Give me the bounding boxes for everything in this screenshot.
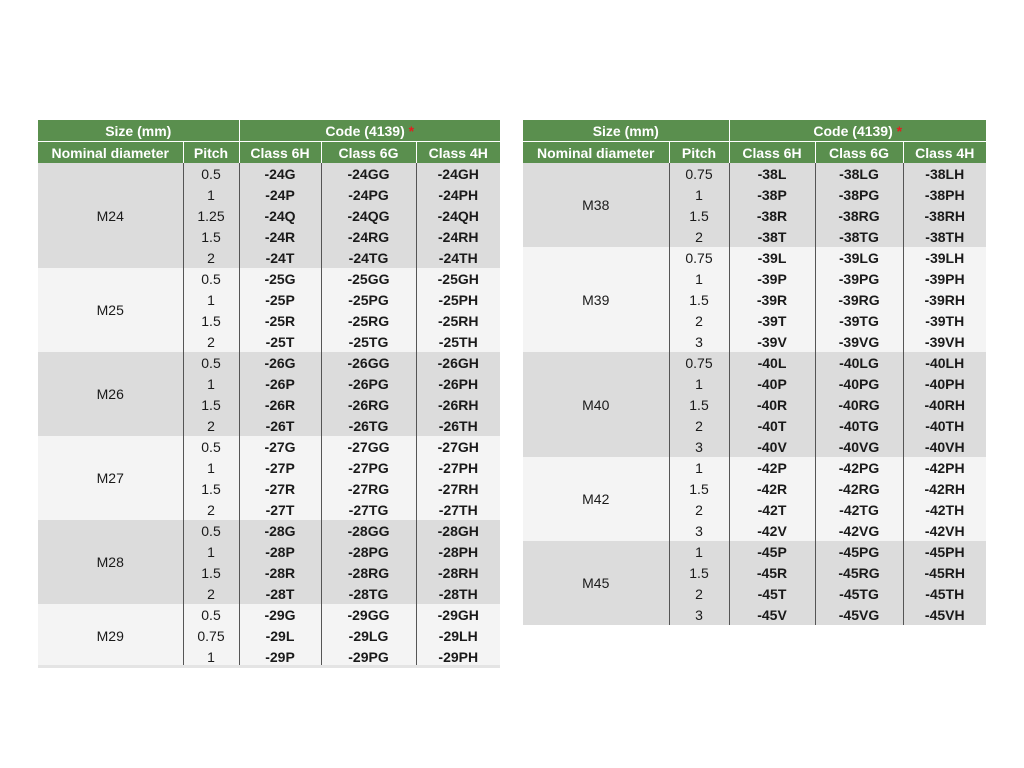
class-6g-code-cell: -24GG <box>321 163 416 184</box>
class-4h-code-cell: -26PH <box>416 373 500 394</box>
pitch-cell: 2 <box>183 247 239 268</box>
class-6h-header: Class 6H <box>239 142 321 164</box>
pitch-cell: 0.5 <box>183 268 239 289</box>
class-4h-code-cell: -38RH <box>903 205 986 226</box>
pitch-cell: 1.5 <box>183 226 239 247</box>
class-4h-code-cell: -24GH <box>416 163 500 184</box>
table-row <box>38 436 500 457</box>
class-6h-code-cell: -39V <box>729 331 815 352</box>
class-6g-code-cell: -40LG <box>815 352 903 373</box>
class-6g-code-cell: -42TG <box>815 499 903 520</box>
class-6h-code-cell: -42R <box>729 478 815 499</box>
class-6h-code-cell: -27R <box>239 478 321 499</box>
pitch-cell: 2 <box>669 499 729 520</box>
class-4h-code-cell: -45TH <box>903 583 986 604</box>
pitch-cell: 0.5 <box>183 352 239 373</box>
class-4h-code-cell: -25RH <box>416 310 500 331</box>
class-6g-code-cell: -38TG <box>815 226 903 247</box>
table-row <box>38 268 500 289</box>
class-4h-code-cell: -27PH <box>416 457 500 478</box>
pitch-cell: 1.5 <box>183 562 239 583</box>
class-4h-code-cell: -29PH <box>416 646 500 667</box>
class-6g-code-cell: -38LG <box>815 163 903 184</box>
table-row <box>523 247 986 268</box>
pitch-cell: 2 <box>669 226 729 247</box>
class-6g-code-cell: -28GG <box>321 520 416 541</box>
diameter-group <box>38 604 500 667</box>
class-4h-code-cell: -28GH <box>416 520 500 541</box>
table-row <box>523 163 986 184</box>
diameter-group <box>523 457 986 541</box>
class-4h-code-cell: -28PH <box>416 541 500 562</box>
class-6g-code-cell: -40TG <box>815 415 903 436</box>
pitch-cell: 1 <box>183 457 239 478</box>
pitch-cell: 1.5 <box>669 205 729 226</box>
table-left-bottom-edge <box>38 665 500 668</box>
table-row <box>38 163 500 184</box>
pitch-cell: 0.75 <box>669 352 729 373</box>
class-4h-code-cell: -39RH <box>903 289 986 310</box>
class-4h-code-cell: -24RH <box>416 226 500 247</box>
class-6h-code-cell: -24P <box>239 184 321 205</box>
class-6g-code-cell: -40VG <box>815 436 903 457</box>
class-6g-code-cell: -29LG <box>321 625 416 646</box>
pitch-cell: 1 <box>669 541 729 562</box>
class-6h-code-cell: -40T <box>729 415 815 436</box>
class-4h-code-cell: -26GH <box>416 352 500 373</box>
class-6g-code-cell: -26RG <box>321 394 416 415</box>
class-6h-code-cell: -45R <box>729 562 815 583</box>
class-6g-code-cell: -38PG <box>815 184 903 205</box>
class-4h-code-cell: -45PH <box>903 541 986 562</box>
pitch-cell: 3 <box>669 331 729 352</box>
diameter-group <box>38 163 500 268</box>
nominal-diameter-cell: M24 <box>38 163 183 268</box>
class-6g-code-cell: -42PG <box>815 457 903 478</box>
class-6g-code-cell: -24PG <box>321 184 416 205</box>
class-6h-code-cell: -29G <box>239 604 321 625</box>
class-4h-code-cell: -26TH <box>416 415 500 436</box>
pitch-cell: 2 <box>183 331 239 352</box>
diameter-group <box>523 247 986 352</box>
table-row <box>523 352 986 373</box>
diameter-group <box>38 352 500 436</box>
pitch-cell: 0.5 <box>183 520 239 541</box>
table-row <box>523 541 986 562</box>
size-header: Size (mm) <box>523 120 729 142</box>
class-4h-code-cell: -42PH <box>903 457 986 478</box>
pitch-cell: 1 <box>183 646 239 667</box>
class-6h-code-cell: -24Q <box>239 205 321 226</box>
class-4h-code-cell: -45VH <box>903 604 986 625</box>
class-6h-code-cell: -29L <box>239 625 321 646</box>
class-6h-code-cell: -26P <box>239 373 321 394</box>
class-6h-code-cell: -28R <box>239 562 321 583</box>
pitch-cell: 3 <box>669 520 729 541</box>
class-4h-code-cell: -45RH <box>903 562 986 583</box>
class-6h-code-cell: -26R <box>239 394 321 415</box>
class-6h-code-cell: -40P <box>729 373 815 394</box>
pitch-cell: 0.5 <box>183 604 239 625</box>
nominal-diameter-cell: M27 <box>38 436 183 520</box>
class-4h-code-cell: -24QH <box>416 205 500 226</box>
class-6g-code-cell: -38RG <box>815 205 903 226</box>
class-6g-code-cell: -40PG <box>815 373 903 394</box>
pitch-cell: 1.5 <box>669 562 729 583</box>
class-6h-code-cell: -38P <box>729 184 815 205</box>
class-4h-code-cell: -38LH <box>903 163 986 184</box>
table-row <box>38 520 500 541</box>
class-6h-code-cell: -25T <box>239 331 321 352</box>
pitch-cell: 0.75 <box>669 247 729 268</box>
class-4h-code-cell: -40LH <box>903 352 986 373</box>
class-6g-code-cell: -27RG <box>321 478 416 499</box>
class-6g-code-cell: -42VG <box>815 520 903 541</box>
class-4h-code-cell: -29GH <box>416 604 500 625</box>
nominal-diameter-cell: M25 <box>38 268 183 352</box>
class-6g-code-cell: -29PG <box>321 646 416 667</box>
thread-code-table-left <box>38 120 500 667</box>
class-6g-code-cell: -27GG <box>321 436 416 457</box>
class-4h-code-cell: -40VH <box>903 436 986 457</box>
class-6h-code-cell: -42P <box>729 457 815 478</box>
class-6g-code-cell: -25RG <box>321 310 416 331</box>
class-6g-code-cell: -27PG <box>321 457 416 478</box>
nominal-diameter-cell: M38 <box>523 163 669 247</box>
code-header: Code (4139) * <box>729 120 986 142</box>
nominal-diameter-cell: M39 <box>523 247 669 352</box>
class-6h-code-cell: -26T <box>239 415 321 436</box>
class-6h-code-cell: -25P <box>239 289 321 310</box>
class-6h-code-cell: -28T <box>239 583 321 604</box>
table-row <box>38 352 500 373</box>
class-6h-code-cell: -39P <box>729 268 815 289</box>
class-6g-code-cell: -45PG <box>815 541 903 562</box>
nominal-diameter-cell: M26 <box>38 352 183 436</box>
diameter-group <box>523 352 986 457</box>
class-6h-code-cell: -24T <box>239 247 321 268</box>
pitch-cell: 2 <box>183 499 239 520</box>
class-4h-code-cell: -27RH <box>416 478 500 499</box>
class-6h-code-cell: -26G <box>239 352 321 373</box>
nominal-diameter-cell: M29 <box>38 604 183 667</box>
pitch-cell: 0.5 <box>183 163 239 184</box>
class-6h-code-cell: -40V <box>729 436 815 457</box>
class-6g-code-cell: -39RG <box>815 289 903 310</box>
class-4h-code-cell: -39TH <box>903 310 986 331</box>
class-6g-code-cell: -25PG <box>321 289 416 310</box>
class-6h-code-cell: -25R <box>239 310 321 331</box>
diameter-group <box>523 163 986 247</box>
class-6h-code-cell: -27P <box>239 457 321 478</box>
pitch-cell: 0.5 <box>183 436 239 457</box>
asterisk-mark: * <box>408 122 415 139</box>
diameter-group <box>38 520 500 604</box>
class-6h-code-cell: -24R <box>239 226 321 247</box>
pitch-cell: 3 <box>669 604 729 625</box>
class-4h-code-cell: -39LH <box>903 247 986 268</box>
code-header: Code (4139) * <box>239 120 500 142</box>
class-6h-header: Class 6H <box>729 142 815 164</box>
class-6g-code-cell: -24RG <box>321 226 416 247</box>
class-6g-code-cell: -39PG <box>815 268 903 289</box>
class-6h-code-cell: -28P <box>239 541 321 562</box>
class-6g-code-cell: -40RG <box>815 394 903 415</box>
class-6g-code-cell: -26GG <box>321 352 416 373</box>
pitch-cell: 2 <box>669 415 729 436</box>
class-6g-code-cell: -42RG <box>815 478 903 499</box>
class-6g-code-cell: -25GG <box>321 268 416 289</box>
pitch-header: Pitch <box>669 142 729 164</box>
class-4h-code-cell: -42RH <box>903 478 986 499</box>
class-6g-code-cell: -24TG <box>321 247 416 268</box>
class-4h-code-cell: -38PH <box>903 184 986 205</box>
pitch-cell: 1.25 <box>183 205 239 226</box>
class-6g-code-cell: -28RG <box>321 562 416 583</box>
class-4h-code-cell: -42VH <box>903 520 986 541</box>
nominal-diameter-header: Nominal diameter <box>38 142 183 164</box>
pitch-cell: 1 <box>183 289 239 310</box>
class-4h-code-cell: -25GH <box>416 268 500 289</box>
class-4h-code-cell: -24PH <box>416 184 500 205</box>
class-6h-code-cell: -39L <box>729 247 815 268</box>
class-6g-code-cell: -26TG <box>321 415 416 436</box>
class-4h-header: Class 4H <box>416 142 500 164</box>
class-6h-code-cell: -40R <box>729 394 815 415</box>
pitch-cell: 3 <box>669 436 729 457</box>
class-4h-code-cell: -42TH <box>903 499 986 520</box>
class-4h-code-cell: -39VH <box>903 331 986 352</box>
class-6h-code-cell: -39R <box>729 289 815 310</box>
class-6g-code-cell: -24QG <box>321 205 416 226</box>
pitch-cell: 1 <box>669 457 729 478</box>
pitch-cell: 2 <box>669 583 729 604</box>
table-row <box>523 457 986 478</box>
nominal-diameter-cell: M40 <box>523 352 669 457</box>
class-6h-code-cell: -38L <box>729 163 815 184</box>
class-6h-code-cell: -42V <box>729 520 815 541</box>
class-4h-code-cell: -26RH <box>416 394 500 415</box>
class-6h-code-cell: -45V <box>729 604 815 625</box>
class-4h-code-cell: -27GH <box>416 436 500 457</box>
thread-code-table-right <box>523 120 986 625</box>
diameter-group <box>523 541 986 625</box>
class-6h-code-cell: -40L <box>729 352 815 373</box>
pitch-cell: 1 <box>669 373 729 394</box>
class-4h-code-cell: -24TH <box>416 247 500 268</box>
nominal-diameter-cell: M28 <box>38 520 183 604</box>
nominal-diameter-cell: M42 <box>523 457 669 541</box>
class-6g-code-cell: -45VG <box>815 604 903 625</box>
class-6g-code-cell: -45RG <box>815 562 903 583</box>
pitch-cell: 1.5 <box>183 394 239 415</box>
class-6g-code-cell: -25TG <box>321 331 416 352</box>
pitch-cell: 2 <box>669 310 729 331</box>
class-4h-code-cell: -25TH <box>416 331 500 352</box>
class-4h-code-cell: -40TH <box>903 415 986 436</box>
class-6h-code-cell: -38T <box>729 226 815 247</box>
class-6h-code-cell: -45P <box>729 541 815 562</box>
class-6g-code-cell: -45TG <box>815 583 903 604</box>
class-6h-code-cell: -25G <box>239 268 321 289</box>
class-6h-code-cell: -38R <box>729 205 815 226</box>
nominal-diameter-cell: M45 <box>523 541 669 625</box>
pitch-cell: 1.5 <box>183 478 239 499</box>
class-6g-header: Class 6G <box>815 142 903 164</box>
pitch-cell: 1 <box>183 541 239 562</box>
table-row <box>38 604 500 625</box>
class-6h-code-cell: -27G <box>239 436 321 457</box>
asterisk-mark: * <box>896 122 903 139</box>
class-6h-code-cell: -45T <box>729 583 815 604</box>
pitch-cell: 1 <box>183 184 239 205</box>
diameter-group <box>38 268 500 352</box>
class-4h-code-cell: -38TH <box>903 226 986 247</box>
class-4h-code-cell: -40PH <box>903 373 986 394</box>
class-6g-code-cell: -28TG <box>321 583 416 604</box>
pitch-cell: 1.5 <box>669 394 729 415</box>
size-header: Size (mm) <box>38 120 239 142</box>
class-6g-header: Class 6G <box>321 142 416 164</box>
pitch-cell: 1 <box>183 373 239 394</box>
class-6h-code-cell: -29P <box>239 646 321 667</box>
pitch-cell: 1.5 <box>183 310 239 331</box>
pitch-cell: 1 <box>669 268 729 289</box>
pitch-cell: 2 <box>183 583 239 604</box>
class-4h-code-cell: -28TH <box>416 583 500 604</box>
pitch-cell: 2 <box>183 415 239 436</box>
class-6h-code-cell: -28G <box>239 520 321 541</box>
class-6h-code-cell: -27T <box>239 499 321 520</box>
pitch-cell: 1.5 <box>669 289 729 310</box>
pitch-cell: 0.75 <box>183 625 239 646</box>
class-4h-code-cell: -27TH <box>416 499 500 520</box>
class-6g-code-cell: -27TG <box>321 499 416 520</box>
class-4h-code-cell: -29LH <box>416 625 500 646</box>
class-6g-code-cell: -28PG <box>321 541 416 562</box>
diameter-group <box>38 436 500 520</box>
class-6g-code-cell: -39TG <box>815 310 903 331</box>
class-4h-code-cell: -40RH <box>903 394 986 415</box>
class-6g-code-cell: -39LG <box>815 247 903 268</box>
class-6g-code-cell: -29GG <box>321 604 416 625</box>
pitch-cell: 1.5 <box>669 478 729 499</box>
class-4h-code-cell: -39PH <box>903 268 986 289</box>
nominal-diameter-header: Nominal diameter <box>523 142 669 164</box>
pitch-header: Pitch <box>183 142 239 164</box>
class-6g-code-cell: -39VG <box>815 331 903 352</box>
pitch-cell: 1 <box>669 184 729 205</box>
class-4h-header: Class 4H <box>903 142 986 164</box>
class-4h-code-cell: -28RH <box>416 562 500 583</box>
class-6g-code-cell: -26PG <box>321 373 416 394</box>
class-6h-code-cell: -24G <box>239 163 321 184</box>
pitch-cell: 0.75 <box>669 163 729 184</box>
class-6h-code-cell: -42T <box>729 499 815 520</box>
class-4h-code-cell: -25PH <box>416 289 500 310</box>
class-6h-code-cell: -39T <box>729 310 815 331</box>
